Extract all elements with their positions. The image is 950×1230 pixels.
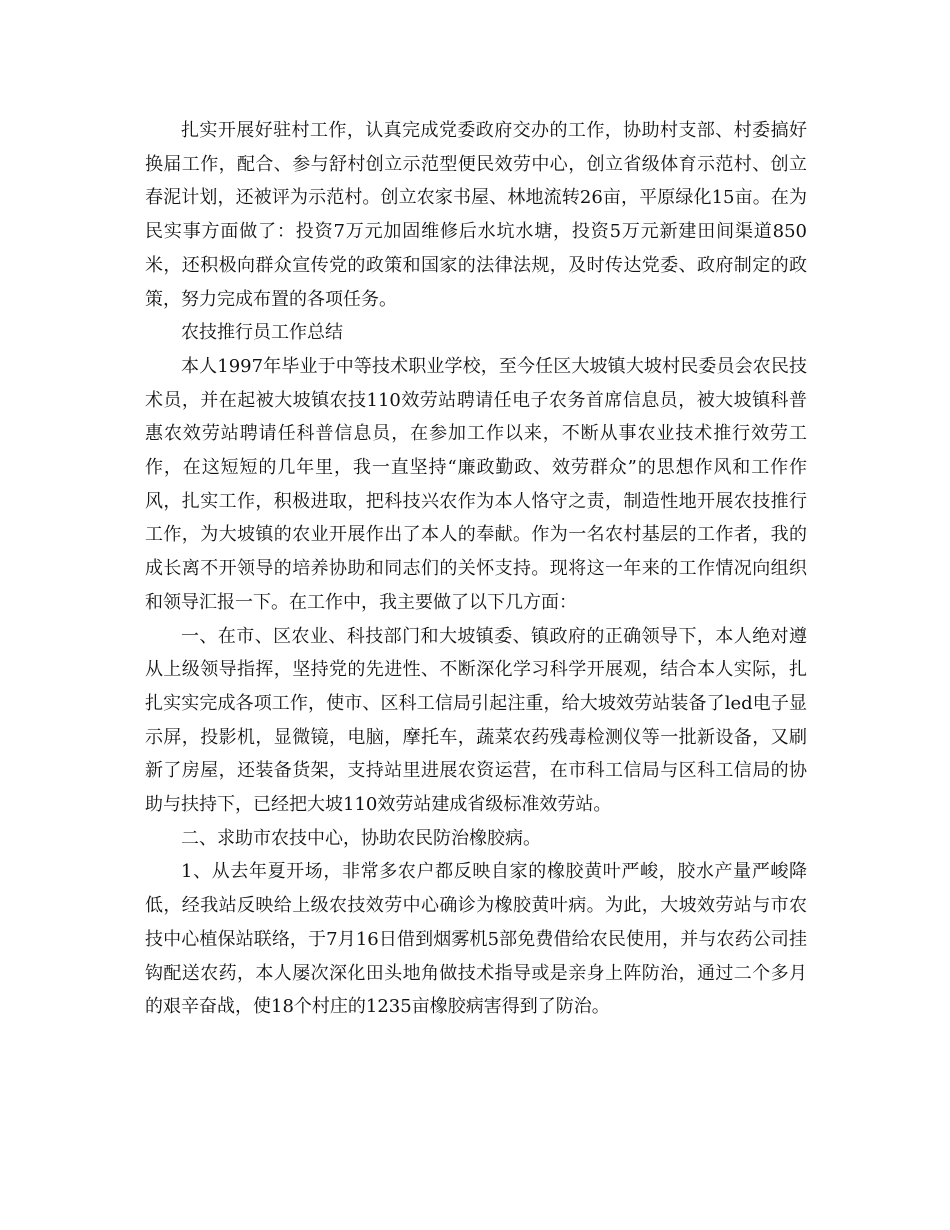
paragraph-introduction: 本人1997年毕业于中等技术职业学校，至今任区大坡镇大坡村民委员会农民技术员，并在起被大坡镇农技110效劳站聘请任电子农务首席信息员，被大坡镇科普惠农效劳站聘请任科普信息员，在参加工作以来，不断从事农业技术推行效劳工作，在这短短的几年里，我一直坚持“廉政勤政、效劳群众”的思想作风和工作作风，扎实工作，积极进取，把科技兴农作为本人恪守之责，制造性地开展农技推行工作，为大坡镇的农业开展作出了本人的奉献。作为一名农村基层的工作者，我的成长离不开领导的培养协助和同志们的关怀支持。现将这一年来的工作情况向组织和领导汇报一下。在工作中，我主要做了以下几方面： xyxy=(145,355,807,613)
section-title: 农技推行员工作总结 xyxy=(181,322,343,344)
paragraph-point-two-detail: 1、从去年夏开场，非常多农户都反映自家的橡胶黄叶严峻，胶水产量严峻降低，经我站反映给上级农技效劳中心确诊为橡胶黄叶病。为此，大坡效劳站与市农技中心植保站联络，于7月16日借到烟雾机5部免费借给农民使用，并与农药公司挂钩配送农药，本人屡次深化田头地角做技术指导或是亲身上阵防治，通过二个多月的艰辛奋战，使18个村庄的1235亩橡胶病害得到了防治。 xyxy=(145,861,807,1018)
paragraph-village-work: 扎实开展好驻村工作，认真完成党委政府交办的工作，协助村支部、村委搞好换届工作，配合、参与舒村创立示范型便民效劳中心，创立省级体育示范村、创立春泥计划，还被评为示范村。创立农家书屋、林地流转26亩，平原绿化15亩。在为民实事方面做了：投资7万元加固维修后水坑水塘，投资5万元新建田间渠道850米，还积极向群众宣传党的政策和国家的法律法规，及时传达党委、政府制定的政策，努力完成布置的各项任务。 xyxy=(145,120,807,310)
paragraph-point-one: 一、在市、区农业、科技部门和大坡镇委、镇政府的正确领导下，本人绝对遵从上级领导指挥，坚持党的先进性、不断深化学习科学开展观，结合本人实际，扎扎实实完成各项工作，使市、区科工信局引起注重，给大坡效劳站装备了led电子显示屏，投影机，显微镜，电脑，摩托车，蔬菜农药残毒检测仪等一批新设备，又刷新了房屋，还装备货架，支持站里进展农资运营，在市科工信局与区科工信局的协助与扶持下，已经把大坡110效劳站建成省级标准效劳站。 xyxy=(145,625,807,816)
document-body xyxy=(145,114,807,1024)
paragraph-point-two-heading: 二、求助市农技中心，协助农民防治橡胶病。 xyxy=(181,827,541,849)
